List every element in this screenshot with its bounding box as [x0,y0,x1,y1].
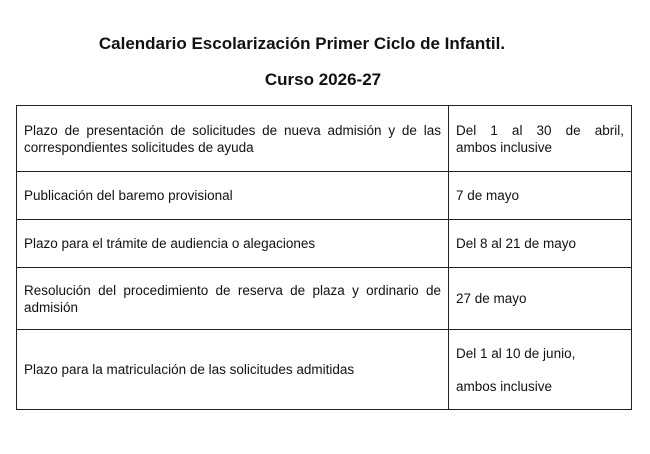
table-row [17,220,632,268]
row-date [449,106,632,172]
date-line: Del 1 al 30 de abril, [456,122,624,138]
document-subtitle-course: Curso 2026-27 [264,70,382,89]
row-description: Plazo para la matriculación de las solicitudes admitidas [17,330,449,410]
row-date [449,172,632,220]
row-date [449,330,632,410]
table-row [17,106,632,172]
date-line: ambos inclusive [456,378,553,394]
row-description: Publicación del baremo provisional [17,172,449,220]
table-row [17,330,632,410]
table-row [17,172,632,220]
calendar-table [16,105,632,410]
row-date [449,268,632,330]
date-line: ambos inclusive [456,139,553,155]
row-description: Plazo de presentación de solicitudes de nueva admisión y de las correspondientes solicitudes de ayuda [17,106,449,172]
table-row [17,268,632,330]
row-date [449,220,632,268]
date-line: Del 1 al 10 de junio, [456,345,576,361]
date-line: Del 8 al 21 de mayo [456,236,577,251]
row-description: Resolución del procedimiento de reserva de plaza y ordinario de admisión [17,268,449,330]
date-line: 27 de mayo [456,291,527,306]
date-line: 7 de mayo [456,188,520,203]
document-title: Calendario Escolarización Primer Ciclo de Infantil. [98,34,506,53]
row-description: Plazo para el trámite de audiencia o alegaciones [17,220,449,268]
